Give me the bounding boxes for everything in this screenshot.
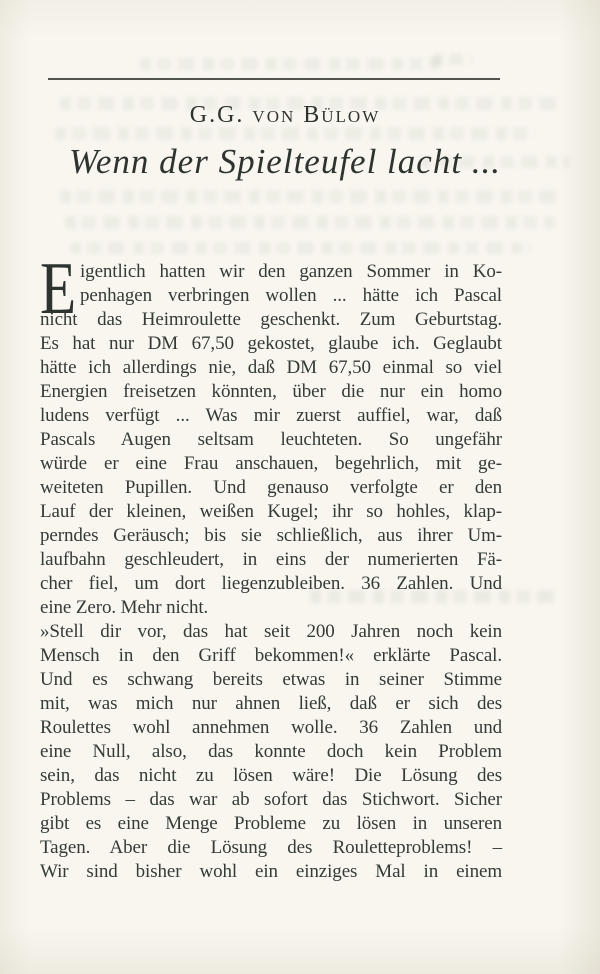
show-through-smudge bbox=[60, 190, 560, 203]
text-line: hätte ich allerdings nie, daß DM 67,50 einmal so viel bbox=[40, 357, 502, 378]
text-line: penhagen verbringen wollen ... hätte ich Pascal bbox=[80, 285, 502, 306]
text-line: weiteten Pupillen. Und genauso verfolgte er den bbox=[40, 477, 502, 498]
text-line: Energien freisetzen könnten, über die nur ein homo bbox=[40, 381, 502, 402]
text-line: würde er eine Frau anschauen, begehrlich, mit ge- bbox=[40, 453, 502, 474]
text-line: laufbahn geschleudert, in eins der numerierten Fä- bbox=[40, 549, 502, 570]
show-through-smudge bbox=[432, 54, 472, 65]
text-line: Pascals Augen seltsam leuchteten. So ungefähr bbox=[40, 429, 502, 450]
text-line: sein, das nicht zu lösen wäre! Die Lösung des bbox=[40, 765, 502, 786]
text-line: ludens verfügt ... Was mir zuerst auffiel, war, daß bbox=[40, 405, 502, 426]
text-line: eine Null, also, das konnte doch kein Problem bbox=[40, 741, 502, 762]
text-line: igentlich hatten wir den ganzen Sommer in Ko- bbox=[80, 261, 502, 282]
text-line: nicht das Heimroulette geschenkt. Zum Geburtstag. bbox=[40, 309, 502, 330]
text-line: Wir sind bisher wohl ein einziges Mal in einem bbox=[40, 861, 502, 882]
text-line: Roulettes wohl annehmen wolle. 36 Zahlen und bbox=[40, 717, 502, 738]
text-line: »Stell dir vor, das hat seit 200 Jahren noch kein bbox=[40, 621, 502, 642]
text-line: Lauf der kleinen, weißen Kugel; ihr so hohles, klap- bbox=[40, 501, 502, 522]
author-name: G.G. von Bülow bbox=[189, 102, 381, 128]
text-line: mit, was mich nur ahnen ließ, daß er sich des bbox=[40, 693, 502, 714]
text-line: Und es schwang bereits etwas in seiner Stimme bbox=[40, 669, 502, 690]
text-line: cher fiel, um dort liegenzubleiben. 36 Zahlen. Und bbox=[40, 573, 502, 594]
text-line: Es hat nur DM 67,50 gekostet, glaube ich. Geglaubt bbox=[40, 333, 502, 354]
drop-cap: E bbox=[40, 248, 77, 330]
text-line: perndes Geräusch; bis sie schließlich, aus ihrer Um- bbox=[40, 525, 502, 546]
header-rule bbox=[48, 78, 500, 80]
text-line: Mensch in den Griff bekommen!« erklärte Pascal. bbox=[40, 645, 502, 666]
story-title: Wenn der Spielteufel lacht ... bbox=[68, 142, 502, 181]
text-line: Tagen. Aber die Lösung des Rouletteproblems! – bbox=[40, 837, 502, 858]
show-through-smudge bbox=[70, 242, 530, 254]
text-line: Problems – das war ab sofort das Stichwort. Sicher bbox=[40, 789, 502, 810]
text-line: gibt es eine Menge Probleme zu lösen in unseren bbox=[40, 813, 502, 834]
text-line: eine Zero. Mehr nicht. bbox=[40, 597, 209, 618]
text-lines bbox=[40, 260, 502, 884]
show-through-smudge bbox=[65, 216, 555, 229]
show-through-smudge bbox=[140, 58, 440, 70]
